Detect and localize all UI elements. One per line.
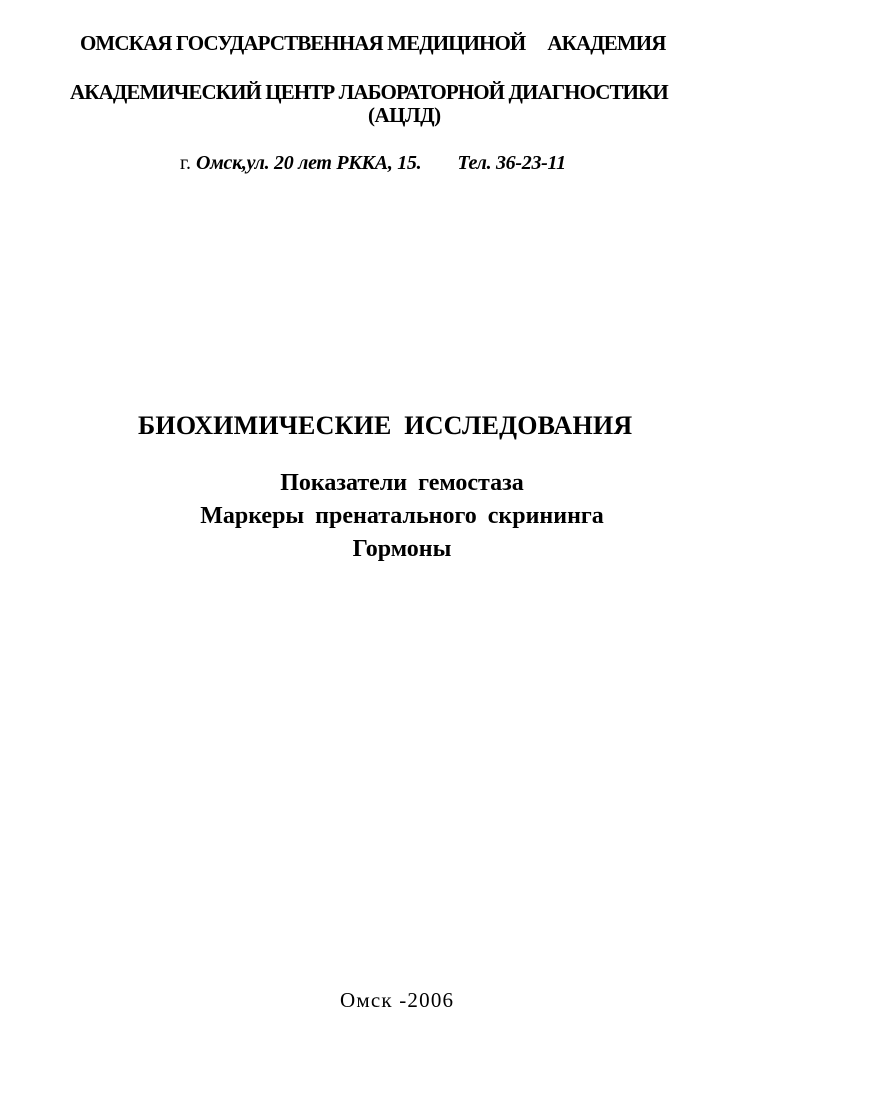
city-prefix: г. xyxy=(180,152,191,174)
center-abbreviation: (АЦЛД) xyxy=(368,103,441,127)
center-name: АКАДЕМИЧЕСКИЙ ЦЕНТР ЛАБОРАТОРНОЙ ДИАГНОСТИКИ xyxy=(70,80,668,104)
street-address: Омск,ул. 20 лет РККА, 15. xyxy=(195,152,422,174)
subtitle-hormones: Гормоны xyxy=(352,536,452,562)
institution-name-part1: ОМСКАЯ ГОСУДАРСТВЕННАЯ МЕДИЦИНОЙ xyxy=(80,31,526,55)
subtitle-prenatal-screening: Маркеры пренатального скрининга xyxy=(200,503,604,529)
phone-number: Тел. 36-23-11 xyxy=(457,152,566,174)
subtitle-hemostasis: Показатели гемостаза xyxy=(280,470,524,496)
institution-name xyxy=(80,31,666,56)
document-title: БИОХИМИЧЕСКИЕ ИССЛЕДОВАНИЯ xyxy=(138,411,633,440)
institution-name-part2: АКАДЕМИЯ xyxy=(547,31,666,55)
address-line xyxy=(180,152,566,175)
place-and-year: Омск -2006 xyxy=(340,988,455,1012)
